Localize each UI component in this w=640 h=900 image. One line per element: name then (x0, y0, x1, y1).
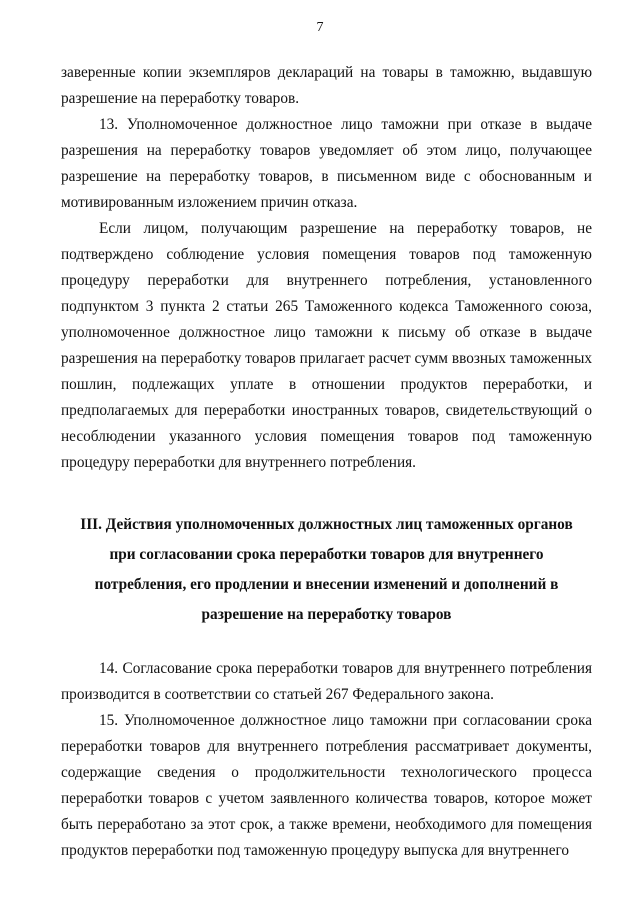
paragraph-13-refusal-calculation: Если лицом, получающим разрешение на переработку товаров, не подтверждено соблюдение условия помещения товаров под таможенную процедуру переработки для внутреннего потребления, установленного подпунктом 3 пункта 2 статьи 265 Таможенного кодекса Таможенного союза, уполномоченное должностное лицо таможни к письму об отказе в выдаче разрешения на переработку товаров прилагает расчет сумм ввозных таможенных пошлин, подлежащих уплате в отношении продуктов переработки, и предполагаемых для переработки иностранных товаров, свидетельствующий о несоблюдении указанного условия помещения товаров под таможенную процедуру переработки для внутреннего потребления. (61, 220, 592, 471)
paragraph-continuation: заверенные копии экземпляров деклараций на товары в таможню, выдавшую разрешение на переработку товаров. (61, 64, 592, 107)
paragraph-15: 15. Уполномоченное должностное лицо таможни при согласовании срока переработки товаров для внутреннего потребления рассматривает документы, содержащие сведения о продолжительности технологического процесса переработки товаров с учетом заявленного количества товаров, которое может быть переработано за этот срок, а также времени, необходимого для помещения продуктов переработки под таможенную процедуру выпуска для внутреннего (61, 712, 592, 859)
document-body (61, 60, 592, 864)
page-number: 7 (316, 20, 324, 35)
paragraph-14: 14. Согласование срока переработки товаров для внутреннего потребления производится в соответствии со статьей 267 Федерального закона. (61, 660, 592, 703)
paragraph-13: 13. Уполномоченное должностное лицо таможни при отказе в выдаче разрешения на переработку товаров уведомляет об этом лицо, получающее разрешение на переработку товаров, в письменном виде с обоснованным и мотивированным изложением причин отказа. (61, 116, 592, 211)
section-heading: III. Действия уполномоченных должностных лиц таможенных органов при согласовании срока переработки товаров для внутреннего потребления, его продлении и внесении изменений и дополнений в разрешение на переработку товаров (80, 516, 573, 623)
